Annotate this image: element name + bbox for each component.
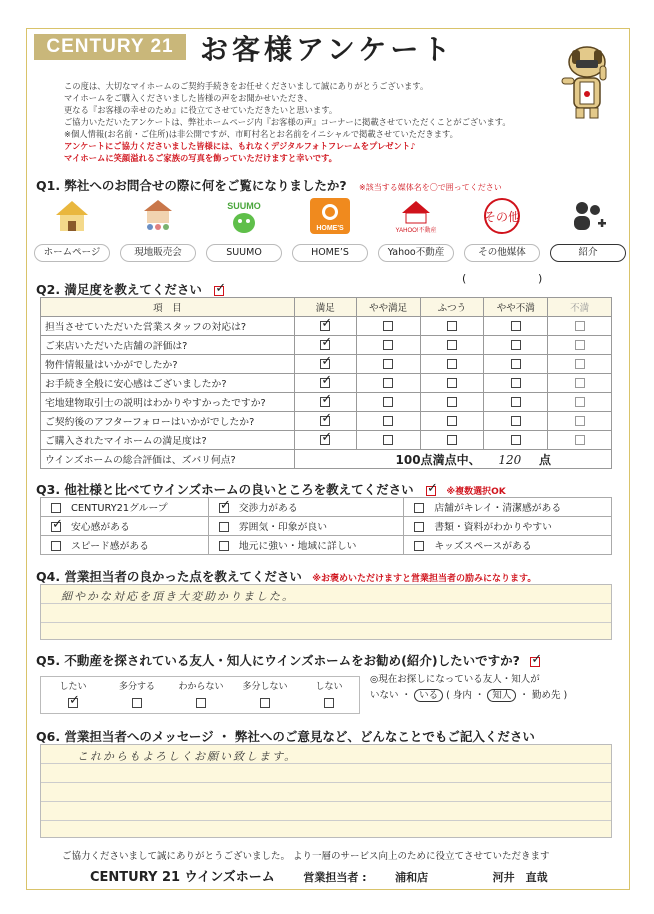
other-text: その他: [483, 210, 521, 224]
checkbox[interactable]: [511, 435, 521, 445]
satisfaction-cell: [548, 431, 612, 450]
media-label-selected: 紹介: [550, 244, 626, 262]
advantage-label: 交渉力がある: [238, 503, 298, 514]
checkbox[interactable]: [324, 698, 334, 708]
homes-text: HOME'S: [316, 225, 344, 232]
checkbox[interactable]: [447, 359, 457, 369]
intro-line: この度は、大切なマイホームのご契約手続きをお任せくださいまして誠にありがとうございます。: [64, 81, 429, 91]
checkbox[interactable]: [511, 416, 521, 426]
satisfaction-item-label: 物件情報量はいかがでしたか?: [41, 355, 295, 374]
intro-line: マイホームをご購入くださいました皆様の声をお聞かせいただき、: [64, 93, 313, 103]
intro-line: ※個人情報(お名前・ご住所)は非公開ですが、市町村名とお名前をイニシャルで掲載させていただきます。: [64, 129, 458, 139]
friend-question: [370, 672, 567, 704]
checkbox[interactable]: [575, 321, 585, 331]
footer-shop: 浦和店: [395, 871, 429, 884]
checkbox[interactable]: [511, 321, 521, 331]
advantages-row: [41, 517, 612, 536]
satisfaction-cell: [294, 412, 356, 431]
score-suffix: 点: [538, 452, 551, 467]
referral-icon: [566, 196, 610, 236]
house-hands-icon: [50, 196, 94, 236]
satisfaction-cell: [356, 431, 420, 450]
footer-staff-label: 営業担当者 :: [303, 871, 367, 884]
yahoo-text: YAHOO!不動産: [395, 228, 437, 234]
media-options: [34, 196, 614, 266]
satisfaction-table: [40, 297, 612, 469]
satisfaction-cell: [356, 336, 420, 355]
q3-note: ※複数選択OK: [446, 487, 506, 497]
page-title: お客様アンケート: [200, 33, 455, 66]
option-label: しない: [315, 682, 343, 692]
media-option-homes[interactable]: [292, 196, 368, 266]
satisfaction-cell: [484, 374, 548, 393]
media-label: HOME’S: [292, 244, 368, 262]
advantage-option[interactable]: [41, 517, 209, 536]
advantage-label: スピード感がある: [71, 541, 149, 552]
satisfaction-cell: [294, 374, 356, 393]
satisfaction-item-label: ご来店いただいた店舗の評価は?: [41, 336, 295, 355]
q3-heading: [36, 480, 506, 498]
satisfaction-cell: [420, 393, 484, 412]
q3-title: Q3. 他社様と比べてウインズホームの良いところを教えてください: [36, 482, 414, 497]
q6-answer-box[interactable]: [40, 744, 612, 838]
satisfaction-item-label: ご契約後のアフターフォローはいかがでしたか?: [41, 412, 295, 431]
score-prefix: 100点満点中、: [395, 452, 481, 467]
score-label: ウインズホームの総合評価は、ズバリ何点?: [41, 450, 295, 469]
satisfaction-cell: [420, 355, 484, 374]
other-paren-close: ): [538, 272, 543, 285]
satisfaction-cell: [356, 374, 420, 393]
recommend-option-unsure[interactable]: [169, 679, 233, 708]
satisfaction-cell: [420, 374, 484, 393]
checkbox[interactable]: [511, 397, 521, 407]
satisfaction-cell: [420, 412, 484, 431]
checkbox-checked[interactable]: [320, 321, 330, 331]
q3-check-icon: [426, 486, 436, 496]
q6-title: Q6. 営業担当者へのメッセージ ・ 弊社へのご意見など、どんなことでもご記入ください: [36, 729, 535, 744]
checkbox[interactable]: [383, 435, 393, 445]
checkbox-checked[interactable]: [320, 378, 330, 388]
advantage-option[interactable]: [41, 498, 209, 517]
satisfaction-row: [41, 412, 612, 431]
checkbox[interactable]: [414, 541, 424, 551]
satisfaction-cell: [356, 317, 420, 336]
media-option-open-house[interactable]: [120, 196, 196, 266]
other-media-icon: [480, 196, 524, 236]
checkbox[interactable]: [447, 435, 457, 445]
checkbox[interactable]: [447, 378, 457, 388]
satisfaction-cell: [294, 355, 356, 374]
checkbox[interactable]: [575, 359, 585, 369]
q1-title: Q1. 弊社へのお問合せの際に何をご覧になりましたか?: [36, 178, 347, 193]
satisfaction-row: [41, 336, 612, 355]
intro-red-line: マイホームに笑顔溢れるご家族の写真を飾っていただけますと幸いです。: [64, 153, 337, 163]
checkbox[interactable]: [575, 416, 585, 426]
advantage-label: 雰囲気・印象が良い: [238, 522, 328, 533]
option-label: 多分しない: [242, 682, 288, 692]
checkbox[interactable]: [383, 378, 393, 388]
footer-signature: [90, 866, 572, 885]
checkbox[interactable]: [575, 340, 585, 350]
satisfaction-row: [41, 431, 612, 450]
col-header: やや不満: [484, 298, 548, 317]
suumo-text: SUUMO: [227, 201, 261, 211]
checkbox[interactable]: [383, 340, 393, 350]
advantage-label: 書類・資料がわかりやすい: [434, 522, 552, 533]
checkbox[interactable]: [511, 359, 521, 369]
q2-heading: [36, 280, 224, 298]
q5-check-icon: [530, 657, 540, 667]
checkbox-checked[interactable]: [320, 340, 330, 350]
satisfaction-cell: [548, 336, 612, 355]
checkbox-checked[interactable]: [219, 503, 229, 513]
checkbox[interactable]: [511, 378, 521, 388]
checkbox[interactable]: [383, 321, 393, 331]
advantage-label: 店舗がキレイ・清潔感がある: [434, 503, 562, 514]
advantage-option[interactable]: [41, 536, 209, 555]
option-label: したい: [59, 682, 87, 692]
checkbox-checked[interactable]: [320, 416, 330, 426]
media-label: 現地販売会: [120, 244, 196, 262]
recommend-option-no[interactable]: [297, 679, 361, 708]
advantage-option[interactable]: [208, 498, 404, 517]
advantage-label: キッズスペースがある: [434, 541, 532, 552]
media-option-homepage[interactable]: [34, 196, 110, 266]
satisfaction-cell: [294, 431, 356, 450]
media-option-yahoo[interactable]: [378, 196, 454, 266]
satisfaction-cell: [548, 412, 612, 431]
q4-note: ※お褒めいただけますと営業担当者の励みになります。: [312, 574, 537, 584]
q4-title: Q4. 営業担当者の良かった点を教えてください: [36, 569, 302, 584]
satisfaction-cell: [294, 393, 356, 412]
checkbox[interactable]: [260, 698, 270, 708]
media-label: SUUMO: [206, 244, 282, 262]
satisfaction-cell: [548, 355, 612, 374]
checkbox[interactable]: [575, 397, 585, 407]
satisfaction-cell: [420, 431, 484, 450]
q1-heading: [36, 176, 502, 194]
satisfaction-cell: [484, 431, 548, 450]
media-option-suumo[interactable]: [206, 196, 282, 266]
advantage-option[interactable]: [208, 536, 404, 555]
media-label: ホームページ: [34, 244, 110, 262]
checkbox[interactable]: [511, 340, 521, 350]
century21-logo: CENTURY 21: [34, 34, 186, 60]
advantages-table: [40, 497, 612, 555]
checkbox-checked[interactable]: [51, 522, 61, 532]
satisfaction-cell: [356, 355, 420, 374]
friend-none[interactable]: いない: [370, 690, 399, 701]
checkbox[interactable]: [383, 397, 393, 407]
advantage-label: CENTURY21グループ: [71, 503, 168, 514]
q4-heading: [36, 567, 536, 585]
recommend-option-probably-not[interactable]: [233, 679, 297, 708]
intro-line: ご協力いただいたアンケートは、弊社ホームページ内『お客様の声』コーナーに掲載させていただくことがございます。: [64, 117, 511, 127]
satisfaction-cell: [548, 317, 612, 336]
checkbox[interactable]: [447, 416, 457, 426]
q5-title: Q5. 不動産を探されている友人・知人にウインズホームをお勧め(紹介)したいですか?: [36, 653, 520, 668]
satisfaction-cell: [548, 374, 612, 393]
satisfaction-cell: [548, 393, 612, 412]
satisfaction-cell: [484, 412, 548, 431]
score-cell: [294, 450, 611, 469]
col-header: やや満足: [356, 298, 420, 317]
checkbox[interactable]: [414, 503, 424, 513]
checkbox[interactable]: [132, 698, 142, 708]
q1-note: ※該当する媒体名を〇で囲ってください: [359, 183, 502, 192]
family-house-icon: [136, 196, 180, 236]
media-label: Yahoo不動産: [378, 244, 454, 262]
friend-yes-circled[interactable]: いる: [414, 689, 443, 702]
satisfaction-cell: [294, 317, 356, 336]
advantages-row: [41, 536, 612, 555]
q4-answer: 細やかな対応を頂き大変助かりました。: [61, 590, 295, 603]
footer-staff-name: 河井 直哉: [492, 871, 548, 884]
media-option-other[interactable]: [464, 196, 540, 266]
checkbox[interactable]: [219, 541, 229, 551]
friend-relation[interactable]: 身内: [452, 690, 472, 701]
checkbox[interactable]: [575, 378, 585, 388]
checkbox-checked[interactable]: [320, 359, 330, 369]
checkbox[interactable]: [447, 340, 457, 350]
checkbox[interactable]: [447, 321, 457, 331]
q2-check-icon: [214, 286, 224, 296]
satisfaction-row: [41, 374, 612, 393]
q4-answer-box[interactable]: [40, 584, 612, 640]
intro-red-line: アンケートにご協力くださいました皆様には、もれなくデジタルフォトフレームをプレゼント♪: [64, 141, 416, 151]
checkbox[interactable]: [51, 541, 61, 551]
q6-answer: これからもよろしくお願い致します。: [77, 750, 298, 763]
checkbox-checked[interactable]: [68, 698, 78, 708]
score-value[interactable]: 120: [498, 452, 522, 467]
advantage-option[interactable]: [404, 517, 612, 536]
checkbox-checked[interactable]: [320, 435, 330, 445]
checkbox[interactable]: [383, 359, 393, 369]
yahoo-realestate-icon: [394, 196, 438, 236]
checkbox[interactable]: [51, 503, 61, 513]
recommend-option-yes[interactable]: [41, 679, 105, 708]
satisfaction-item-label: 担当させていただいた営業スタッフの対応は?: [41, 317, 295, 336]
checkbox[interactable]: [219, 522, 229, 532]
q5-heading: [36, 651, 540, 669]
friend-answer-row: いない ・ いる ( 身内 ・ 知人 ・ 勤め先 ): [370, 690, 568, 701]
homes-logo-icon: [308, 196, 352, 236]
advantage-label: 地元に強い・地域に詳しい: [238, 541, 357, 552]
checkbox[interactable]: [383, 416, 393, 426]
media-option-referral[interactable]: [550, 196, 626, 266]
checkbox[interactable]: [196, 698, 206, 708]
satisfaction-row: [41, 393, 612, 412]
intro-text: [64, 80, 564, 164]
col-header: 満足: [294, 298, 356, 317]
advantage-option[interactable]: [404, 536, 612, 555]
advantage-option[interactable]: [208, 517, 404, 536]
satisfaction-cell: [294, 336, 356, 355]
satisfaction-cell: [420, 317, 484, 336]
satisfaction-cell: [484, 393, 548, 412]
satisfaction-item-label: お手続き全般に安心感はございましたか?: [41, 374, 295, 393]
checkbox[interactable]: [447, 397, 457, 407]
satisfaction-cell: [356, 393, 420, 412]
satisfaction-cell: [356, 412, 420, 431]
suumo-logo-icon: [222, 196, 266, 236]
advantages-row: [41, 498, 612, 517]
friend-relation[interactable]: 勤め先: [531, 690, 561, 701]
q2-title: Q2. 満足度を教えてください: [36, 282, 202, 297]
footer-brand: CENTURY 21 ウインズホーム: [90, 870, 275, 885]
satisfaction-cell: [420, 336, 484, 355]
intro-line: 更なる『お客様の幸せのため』に役立てさせていただきたいと思います。: [64, 105, 338, 115]
recommend-option-probably[interactable]: [105, 679, 169, 708]
option-label: わからない: [178, 682, 224, 692]
checkbox[interactable]: [575, 435, 585, 445]
satisfaction-row: [41, 355, 612, 374]
other-paren-open: (: [462, 272, 467, 285]
recommend-options: [40, 676, 360, 714]
advantage-option[interactable]: [404, 498, 612, 517]
col-header: 項 目: [41, 298, 295, 317]
checkbox[interactable]: [414, 522, 424, 532]
col-header: 不満: [548, 298, 612, 317]
satisfaction-cell: [484, 317, 548, 336]
q6-heading: [36, 727, 535, 745]
satisfaction-item-label: 宅地建物取引士の説明はわかりやすかったですか?: [41, 393, 295, 412]
friend-relation-circled[interactable]: 知人: [487, 689, 516, 702]
media-label: その他媒体: [464, 244, 540, 262]
satisfaction-cell: [484, 336, 548, 355]
footer-thanks: ご協力くださいまして誠にありがとうございました。 より一層のサービス向上のために役立てさせていただきます: [62, 851, 550, 862]
satisfaction-cell: [484, 355, 548, 374]
checkbox-checked[interactable]: [320, 397, 330, 407]
option-label: 多分する: [118, 682, 155, 692]
advantage-label: 安心感がある: [71, 522, 130, 533]
friend-question-text: ◎現在お探しになっている友人・知人が: [370, 674, 540, 685]
satisfaction-item-label: ご購入されたマイホームの満足度は?: [41, 431, 295, 450]
col-header: ふつう: [420, 298, 484, 317]
satisfaction-row: [41, 317, 612, 336]
